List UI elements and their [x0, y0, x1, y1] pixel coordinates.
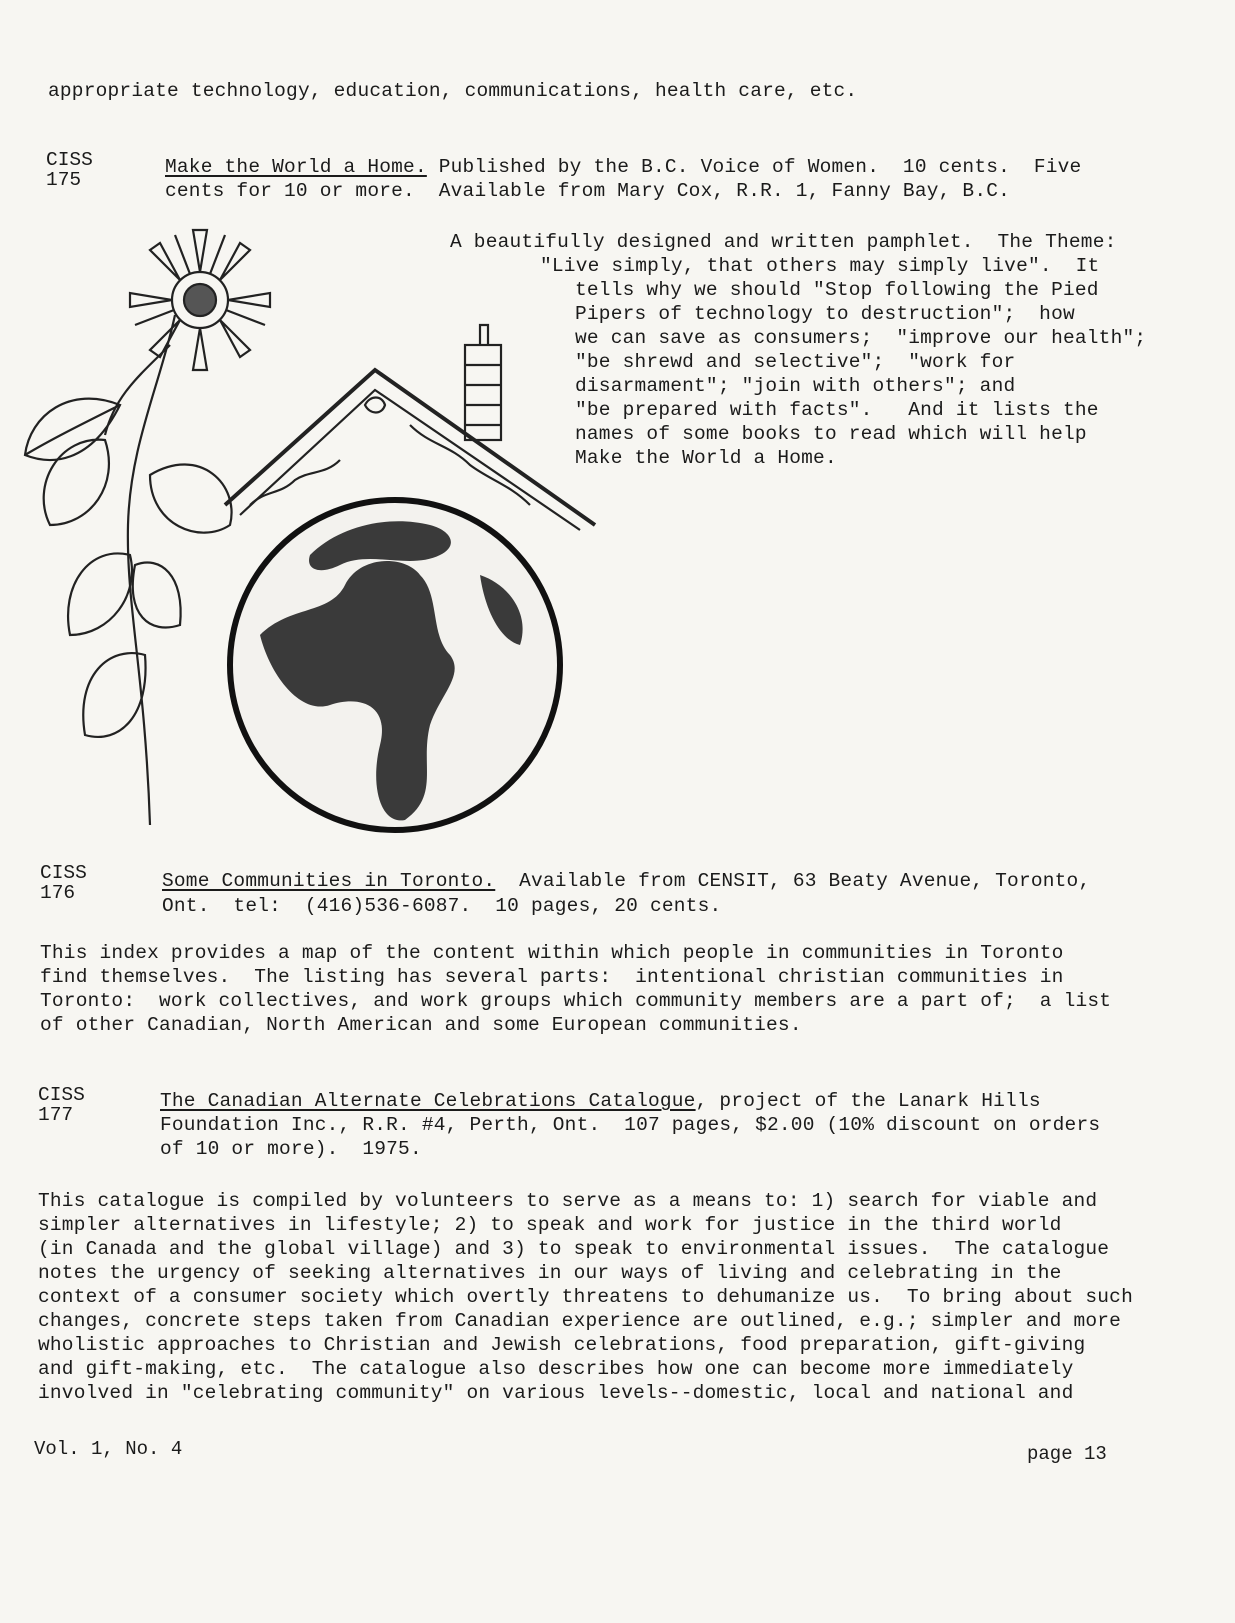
entry-176-title: Some Communities in Toronto. [162, 870, 496, 892]
entry-176-line1-rest: Available from CENSIT, 63 Beaty Avenue, Toronto, [495, 870, 1091, 892]
ciss-number: 176 [40, 882, 76, 904]
desc-175-line: A beautifully designed and written pamphlet. The Theme: [450, 231, 1117, 253]
desc-176-line: of other Canadian, North American and some European communities. [40, 1014, 802, 1036]
desc-177-line: involved in "celebrating community" on various levels--domestic, local and national and [38, 1382, 1074, 1404]
desc-175-line: "be prepared with facts". And it lists the [575, 399, 1099, 421]
leaf-icon [150, 465, 232, 533]
desc-176-line: find themselves. The listing has several parts: intentional christian communities in [40, 966, 1064, 988]
entry-177-line1-rest: , project of the Lanark Hills [695, 1090, 1041, 1112]
ciss-code-175 [46, 150, 93, 190]
desc-175-line: "Live simply, that others may simply live". It [540, 255, 1100, 277]
desc-177-line: This catalogue is compiled by volunteers to serve as a means to: 1) search for viable and [38, 1190, 1098, 1212]
desc-177-line: simpler alternatives in lifestyle; 2) to speak and work for justice in the third world [38, 1214, 1062, 1236]
desc-176-line: Toronto: work collectives, and work groups which community members are a part of; a list [40, 990, 1112, 1012]
entry-177-line1 [160, 1090, 1041, 1112]
entry-176-line2: Ont. tel: (416)536-6087. 10 pages, 20 cents. [162, 895, 722, 917]
globe-icon [230, 500, 560, 830]
entry-175-line1 [165, 156, 1081, 178]
ciss-number: 175 [46, 169, 82, 191]
desc-175-line: we can save as consumers; "improve our health"; [575, 327, 1147, 349]
entry-175-line1-rest: Published by the B.C. Voice of Women. 10 cents. Five [426, 156, 1082, 178]
leaf-icon [83, 653, 145, 737]
desc-175-line: names of some books to read which will help [575, 423, 1087, 445]
ciss-label: CISS [40, 862, 87, 884]
ciss-code-177 [38, 1085, 85, 1125]
entry-177-title: The Canadian Alternate Celebrations Catalogue [160, 1090, 696, 1112]
top-line: appropriate technology, education, communications, health care, etc. [48, 80, 858, 102]
desc-177-line: (in Canada and the global village) and 3) to speak to environmental issues. The catalogue [38, 1238, 1110, 1260]
entry-176-line1 [162, 870, 1090, 892]
desc-177-line: notes the urgency of seeking alternatives in our ways of living and celebrating in the [38, 1262, 1062, 1284]
ciss-label: CISS [46, 149, 93, 171]
desc-177-line: and gift-making, etc. The catalogue also describes how one can become more immediately [38, 1358, 1074, 1380]
desc-175-line: "be shrewd and selective"; "work for [575, 351, 1016, 373]
sunflower-house-globe-illustration [10, 225, 630, 855]
entry-175-line2: cents for 10 or more. Available from Mary Cox, R.R. 1, Fanny Bay, B.C. [165, 180, 1011, 202]
desc-175-line: disarmament"; "join with others"; and [575, 375, 1016, 397]
ciss-label: CISS [38, 1084, 85, 1106]
desc-175-line: Pipers of technology to destruction"; how [575, 303, 1075, 325]
ciss-number: 177 [38, 1104, 74, 1126]
entry-175-title: Make the World a Home. [165, 156, 427, 178]
volume-number: Vol. 1, No. 4 [34, 1438, 183, 1460]
ciss-code-176 [40, 863, 87, 903]
desc-177-line: changes, concrete steps taken from Canadian experience are outlined, e.g.; simpler and more [38, 1310, 1122, 1332]
sunflower-icon [130, 230, 270, 370]
desc-177-line: wholistic approaches to Christian and Jewish celebrations, food preparation, gift-giving [38, 1334, 1086, 1356]
page-number: page 13 [1027, 1443, 1107, 1465]
desc-175-line: tells why we should "Stop following the Pied [575, 279, 1099, 301]
desc-177-line: context of a consumer society which overtly threatens to dehumanize us. To bring about such [38, 1286, 1133, 1308]
entry-177-line3: of 10 or more). 1975. [160, 1138, 422, 1160]
desc-175-line: Make the World a Home. [575, 447, 837, 469]
desc-176-line: This index provides a map of the content within which people in communities in Toronto [40, 942, 1064, 964]
entry-177-line2: Foundation Inc., R.R. #4, Perth, Ont. 107 pages, $2.00 (10% discount on orders [160, 1114, 1101, 1136]
